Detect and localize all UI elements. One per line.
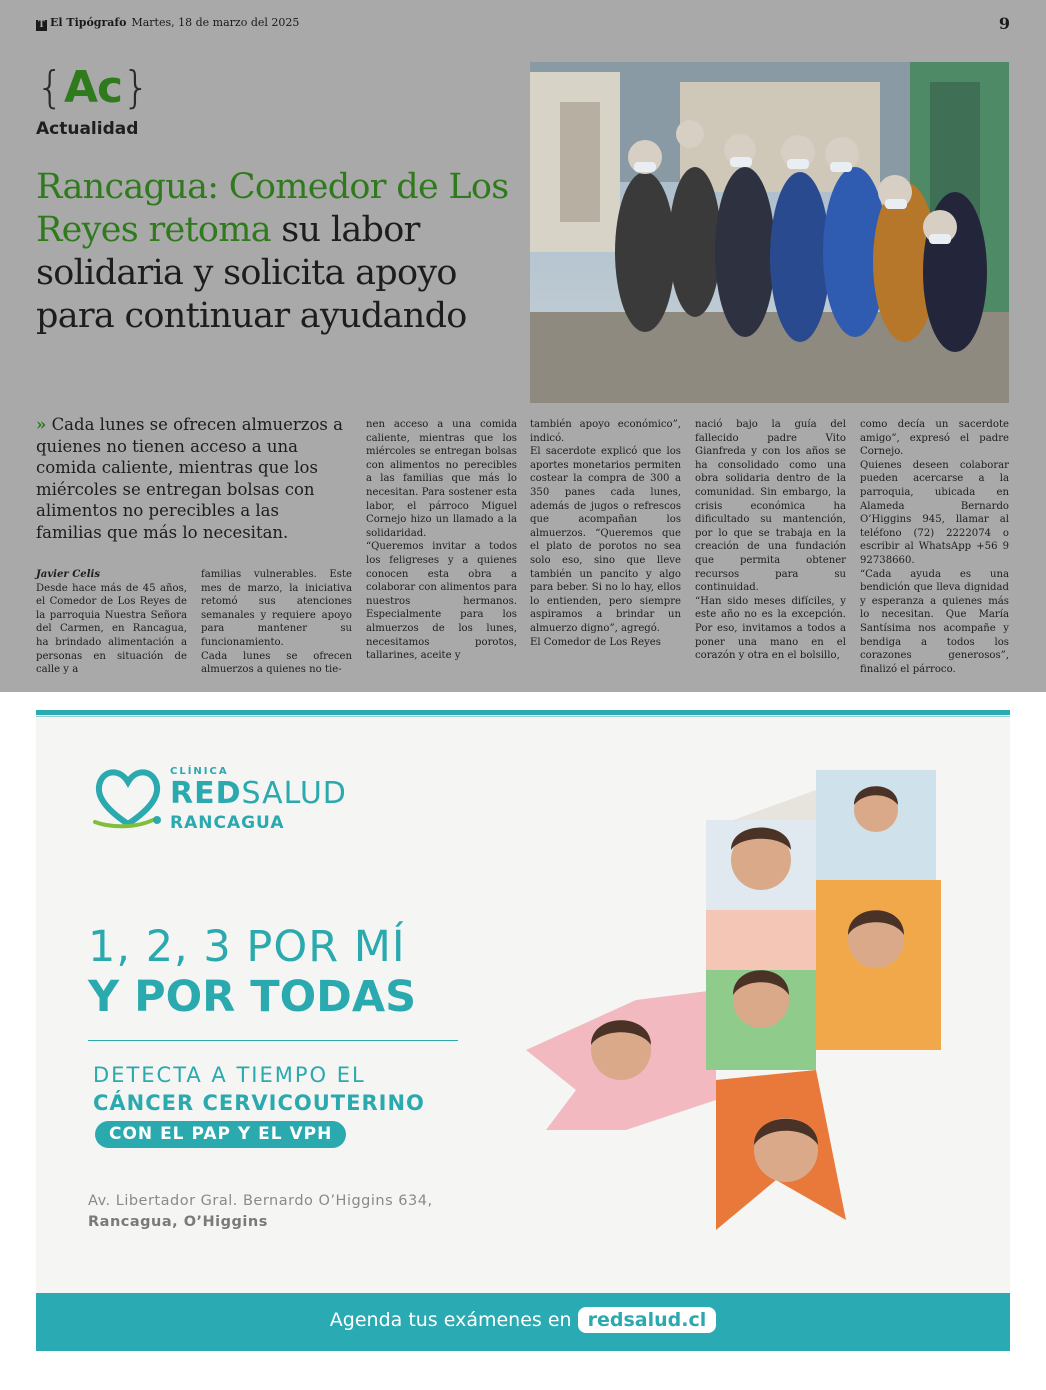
advertisement <box>36 710 1010 1351</box>
heart-logo-icon <box>91 762 165 836</box>
brand-clinica: CLÍNICA <box>170 766 229 777</box>
detect-line-2: CÁNCER CERVICOUTERINO <box>93 1091 425 1115</box>
lead-text: Cada lunes se ofrecen almuerzos a quienes no tienen acceso a una comida caliente, mientras que los miércoles se entregan bolsas con alimentos no perecibles a las familias que más lo necesitan. <box>36 415 343 542</box>
ad-bottom-bar <box>36 1293 1010 1351</box>
website-link[interactable]: redsalud.cl <box>578 1307 717 1333</box>
article-column-5: nació bajo la guía del fallecido padre Vito Gianfreda y con los años se ha consolidado como una obra solidaria dentro de la comunidad. Sin embargo, la crisis económica ha dificultado su mantención, por lo que se trabaja en la creación de una fundación que permita obtener recursos para su continuidad. “Han sido meses difíciles, y este año no es la excepción. Por eso, invitamos a todos a poner una mano en el corazón y otra en el bolsillo, <box>695 419 846 662</box>
issue-date: Martes, 18 de marzo del 2025 <box>131 16 300 29</box>
section-code: Ac <box>64 62 123 113</box>
brace-close: } <box>122 62 151 113</box>
newspaper-logo-icon: T <box>36 20 47 31</box>
redsalud-logo <box>91 762 347 840</box>
slogan-line-1: 1, 2, 3 POR MÍ <box>88 922 406 972</box>
ad-top-bar <box>36 710 1010 715</box>
article-headline <box>36 166 511 338</box>
address-line-2: Rancagua, O’Higgins <box>88 1214 268 1230</box>
address-line-1: Av. Libertador Gral. Bernardo O’Higgins 634, <box>88 1193 433 1209</box>
brace-open: { <box>36 62 64 113</box>
brand-city: RANCAGUA <box>170 813 285 833</box>
brand-salud: SALUD <box>241 776 347 811</box>
newspaper-name: El Tipógrafo <box>50 16 127 29</box>
volunteers-photo <box>530 62 1009 403</box>
pap-vph-pill: CON EL PAP Y EL VPH <box>95 1121 346 1148</box>
page-number: 9 <box>998 14 1010 33</box>
article-lead <box>36 414 346 544</box>
headline-rest: su labor solidaria y solicita apoyo para continuar ayudando <box>36 210 467 336</box>
section-tag <box>36 62 151 139</box>
ad-top-line <box>36 716 1010 717</box>
masthead <box>36 16 299 31</box>
awareness-ribbon <box>516 750 1010 1290</box>
photo-tile-2 <box>706 910 816 970</box>
article-column-2: familias vulnerables. Este mes de marzo, la iniciativa retomó sus atenciones semanales y requiere apoyo para mantener su funcionamiento. Cada lunes se ofrecen almuerzos a quienes no tie- <box>201 569 352 676</box>
lead-marker-icon: » <box>36 415 47 434</box>
article-column-4: también apoyo económico”, indicó. El sacerdote explicó que los aportes monetarios permiten costear la compra de 300 a 350 panes cada lunes, además de jugos o refrescos que acompañan los almuerzos. “Queremos que el plato de porotos no sea solo eso, sino que lleve también un pancito y algo para beber. Si no lo hay, ellos lo entienden, pero siempre aspiramos a brindar un almuerzo digno”, agregó. El Comedor de Los Reyes <box>530 419 681 648</box>
column-1-text: Desde hace más de 45 años, el Comedor de Los Reyes de la parroquia Nuestra Señora del Carmen, en Rancagua, ha brindado alimentación a personas en situación de calle y a <box>36 582 187 676</box>
headline-highlight: Rancagua: Comedor de Los Reyes retoma <box>36 167 509 250</box>
ad-divider <box>88 1040 458 1041</box>
brand-red: RED <box>170 776 242 811</box>
brand-redsalud <box>170 776 347 811</box>
article-column-6: como decía un sacerdote amigo”, expresó el padre Cornejo. Quienes deseen colaborar pueden acercarse a la parroquia, ubicada en Alameda Bernardo O’Higgins 945, llamar al teléfono (72) 2222074 o escribir al WhatsApp +56 9 92738660. “Cada ayuda es una bendición que lleva dignidad y esperanza a quienes más lo necesitan. Que María Santísima nos acompañe y bendiga a todos los corazones generosos”, finalizó el párroco. <box>860 419 1009 675</box>
section-name: Actualidad <box>36 119 139 139</box>
article-column-3: nen acceso a una comida caliente, mientras que los miércoles se entregan bolsas con alimentos no perecibles a las familias que más lo necesitan. Para sostener esta labor, el párroco Miguel Cornejo hizo un llamado a la solidaridad. “Queremos invitar a todos los feligreses y a quienes conocen esta obra a colaborar con alimentos para nuestros hermanos. Especialmente para los almuerzos de los lunes, necesitamos porotos, tallarines, aceite y <box>366 419 517 662</box>
detect-line-1: DETECTA A TIEMPO EL <box>93 1063 366 1087</box>
byline: Javier Celis <box>36 569 101 580</box>
cta <box>36 1307 1010 1333</box>
article-column-1 <box>36 568 187 677</box>
newspaper-page <box>0 0 1046 692</box>
article-photo <box>530 62 1009 403</box>
cta-text: Agenda tus exámenes en <box>329 1309 572 1331</box>
slogan-line-2: Y POR TODAS <box>88 972 417 1022</box>
